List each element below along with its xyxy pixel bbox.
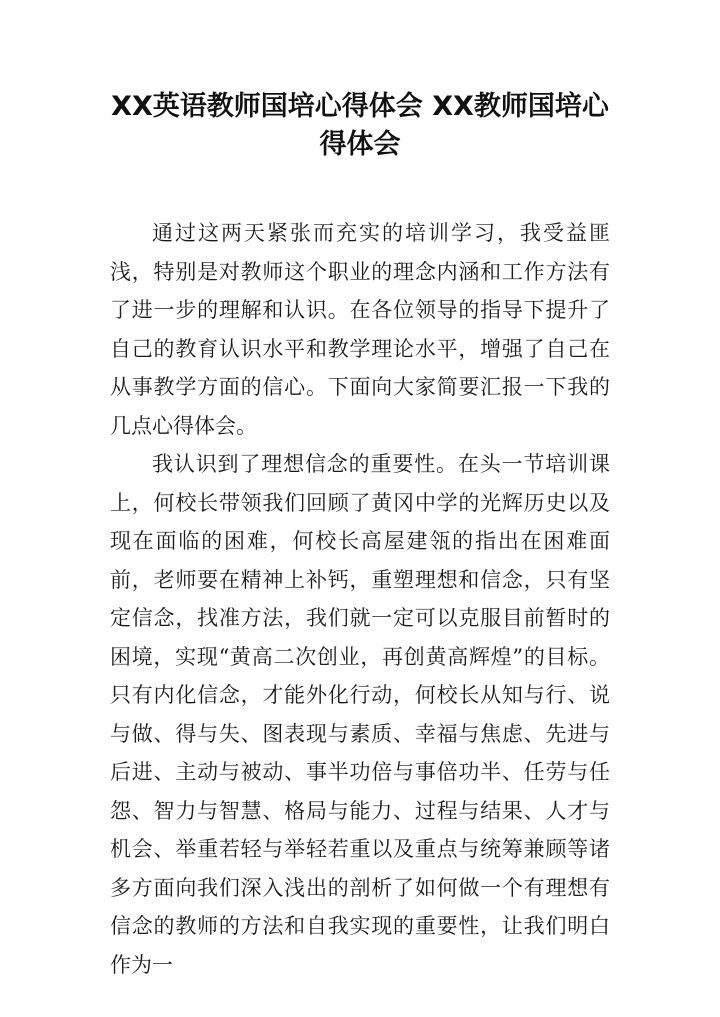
paragraph-1: 通过这两天紧张而充实的培训学习，我受益匪浅，特别是对教师这个职业的理念内涵和工作方法有了进一步的理解和认识。在各位领导的指导下提升了自己的教育认识水平和教学理论水平，增强了自己在从事教学方面的信心。下面向大家简要汇报一下我的几点心得体会。 [110,221,610,438]
document-body [110,214,610,984]
paragraph-2: 我认识到了理想信念的重要性。在头一节培训课上，何校长带领我们回顾了黄冈中学的光辉历史以及现在面临的困难，何校长高屋建瓴的指出在困难面前，老师要在精神上补钙，重塑理想和信念，只有坚定信念，找准方法，我们就一定可以克服目前暂时的困境，实现“黄高二次创业，再创黄高辉煌”的目标。只有内化信念，才能外化行动，何校长从知与行、说与做、得与失、图表现与素质、幸福与焦虑、先进与后进、主动与被动、事半功倍与事倍功半、任劳与任怨、智力与智慧、格局与能力、过程与结果、人才与机会、举重若轻与举轻若重以及重点与统筹兼顾等诸多方面向我们深入浅出的剖析了如何做一个有理想有信念的教师的方法和自我实现的重要性，让我们明白作为一 [110,452,610,977]
document-title: XX英语教师国培心得体会 XX教师国培心得体会 [111,91,609,160]
